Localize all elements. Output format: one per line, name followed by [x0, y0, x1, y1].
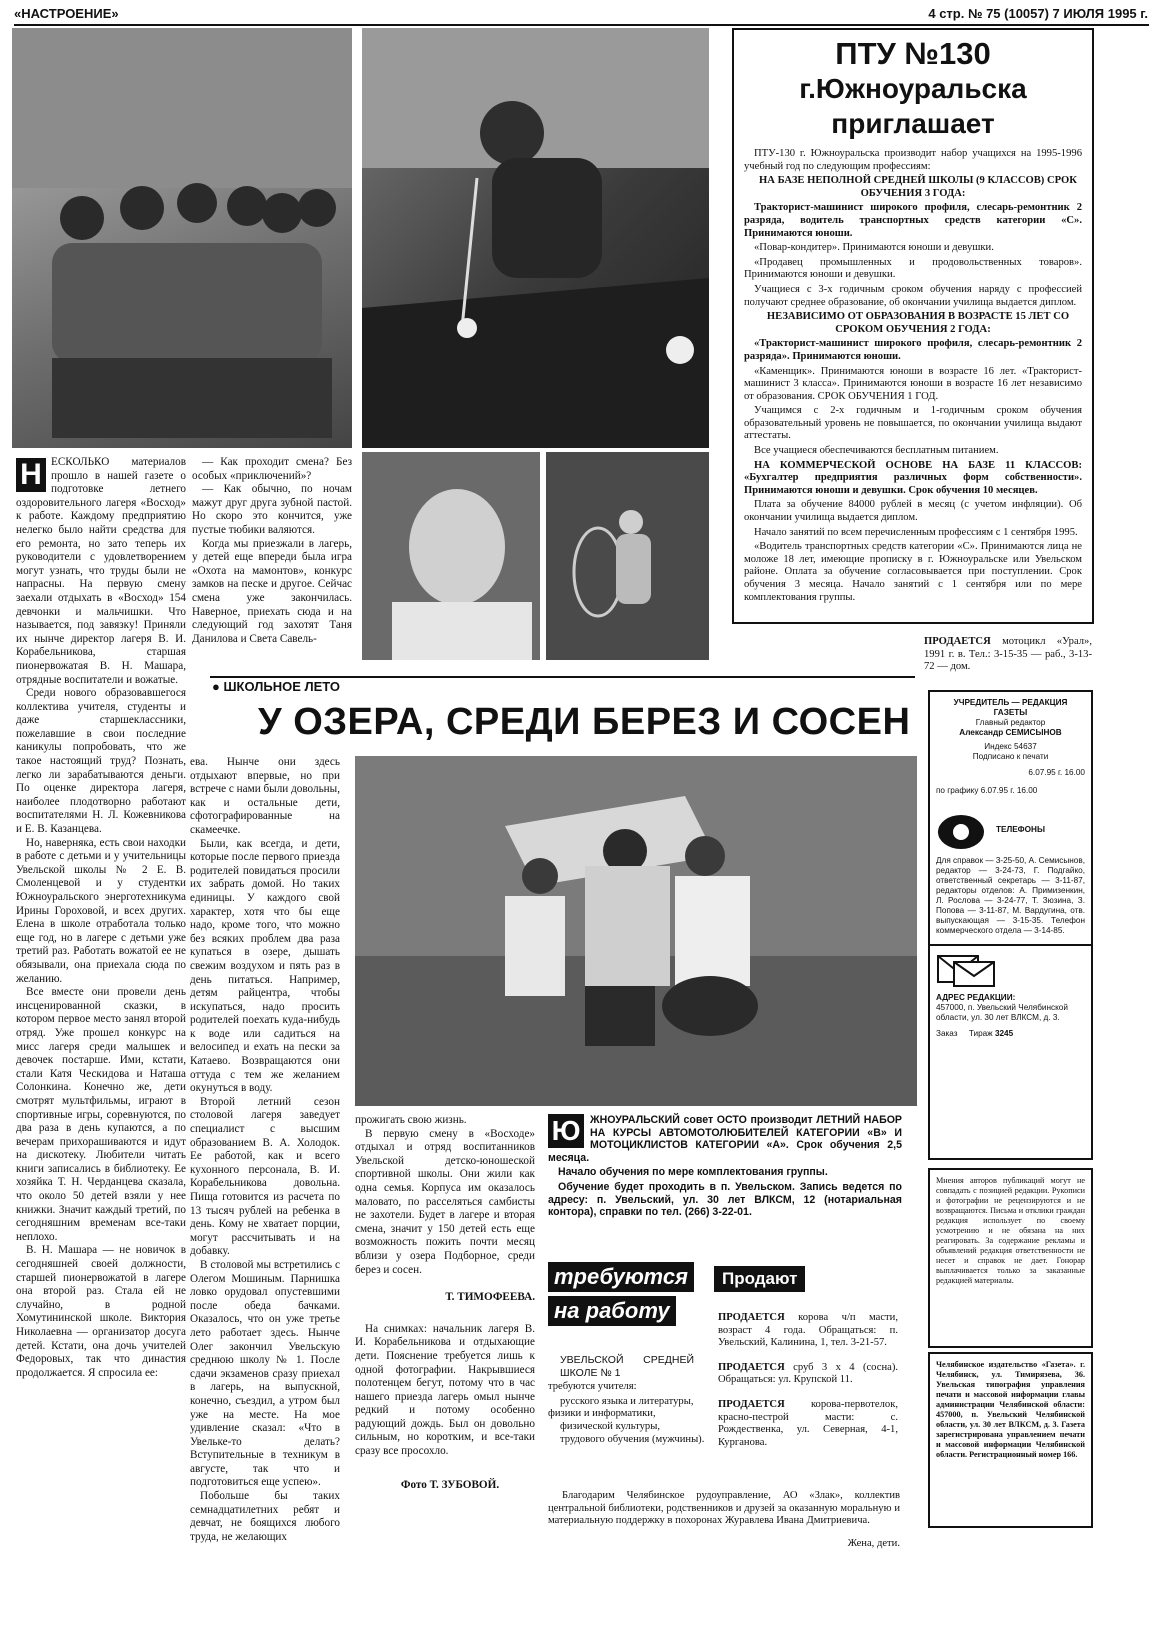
rubric: ● ШКОЛЬНОЕ ЛЕТО: [212, 679, 346, 694]
article-paragraph: Но, наверняка, есть свои находки в работе с детьми и у учительницы Увельской школы № 2 Е. В. Смоленцевой и у студентки Южноуральского энерготехникума Ирины Гороховой, и всех других. Елена в школе отработала только еще год, но в лагере с детьми уже третий раз. Работать вожатой ее не обязывали, она приехала сюда по желанию.: [16, 836, 186, 985]
telephone-icon: [936, 810, 986, 850]
sale-item-text: корова-первотелок, красно-пестрой масти: с. Рождественка, ул. Северная, 4-1, Курганова.: [718, 1398, 898, 1448]
article-paragraph: Среди нового образовавшегося коллектива учителя, студенты и даже старшеклассники, пожелавшие в свои последние каникулы попробовать, что же такое настоящий труд? Познать, легко ли зарабатываются деньги. По оценке директора лагеря, наиболее плодотворно работают воспитателями Н. Л. Кожевникова и Е. В. Казанцева.: [16, 687, 186, 836]
sale-banner: Продают: [714, 1266, 805, 1292]
job-item: русского языка и литературы,: [560, 1395, 694, 1407]
photo-credit: Фото Т. ЗУБОВОЙ.: [400, 1478, 500, 1491]
sale-ads: [718, 1312, 898, 1451]
rubric-rule: [210, 676, 915, 678]
moto-sale-text: мотоцикл «Урал», 1991 г. в. Тел.: 3-15-35 — раб., 3-13-72 — дом.: [924, 636, 1092, 673]
article-paragraph: Побольше бы таких семнадцатилетних ребят и девчат, не боящихся любого труда, не желающих: [190, 1490, 340, 1543]
ptu-invites: приглашает: [831, 108, 995, 139]
jobs-banner: [548, 1262, 698, 1326]
phones-list: Для справок — 3-25-50, А. Семисынов, редактор — 3-24-73, Г. Подгайко, ответственный секретарь — 3-11-87, редакторы отделов: А. Примизенкин, Л. Рослова — 3-24-77, Т. Зюзина, З. Попова — 3-11-87, М. Вардугина, отв. выпускающая — 3-15-35. Телефон коммерческого отдела — 3-14-85.: [936, 856, 1085, 935]
sale-item: [718, 1362, 898, 1387]
article-paragraph: — Как проходит смена? Без особых «приключений»?: [192, 456, 352, 482]
article-paragraph: В первую смену в «Восходе» отдыхал и отряд воспитанников Увельской детско-юношеской спортивной школы. Они жили как одна семья. Корпуса им оказалось маловато, по расселяться самбисты не захотели. Будет в лагере и вторая смена, значит у 150 детей есть еще возможность пожить почти месяц вблизи у озера Подборное, среди берез и сосен.: [355, 1127, 535, 1276]
teachers-needed: требуются учителя:: [548, 1381, 637, 1393]
envelope-icon: [936, 952, 996, 988]
boy-playing-billiards-photo: [362, 28, 709, 448]
by-graph: по графику: [936, 786, 979, 795]
ptu-advert: [732, 28, 1094, 624]
ptu-title: ПТУ №130: [835, 36, 991, 71]
photo-caption: На снимках: начальник лагеря В. И. Корабельникова и отдыхающие дети. Пояснение требуется лишь к одной фотографии. Накрывшиеся полотенцем бегут, потому что в час нашего приезда лагерь омыл нынче редкий и потому особенно радующий дождь. Был он довольно сильным, но коротким, и все-таки сразу все просохло.: [355, 1322, 535, 1458]
ptu-paragraph: НЕЗАВИСИМО ОТ ОБРАЗОВАНИЯ В ВОЗРАСТЕ 15 ЛЕТ СО СРОКОМ ОБУЧЕНИЯ 2 ГОДА:: [766, 311, 1070, 335]
jobs-banner-line1: требуются: [548, 1262, 694, 1292]
sale-item-label: ПРОДАЕТСЯ: [718, 1361, 785, 1373]
ptu-body: [744, 148, 1082, 604]
ptu-paragraph: «Продавец промышленных и продовольственных товаров». Принимаются юноши и девушки.: [744, 256, 1082, 281]
run-number: 3245: [994, 1029, 1014, 1038]
job-item: трудового обучения (мужчины).: [560, 1433, 705, 1445]
signed: Подписано к печати: [972, 752, 1049, 761]
article-paragraph: Второй летний сезон столовой лагеря заведует специалист с высшим образованием В. А. Холодок. Ее работой, как и всего кухонного персонала, В. И. Корабельникова довольна. Пища готовится из расчета по 13 тысяч рублей на ребенка в день. Кому не хватает порции, могут рассчитывать и на добавку.: [190, 1095, 340, 1258]
article-column-3: [190, 756, 340, 1544]
school-name: УВЕЛЬСКОЙ СРЕДНЕЙ ШКОЛЕ № 1: [560, 1354, 694, 1379]
sale-item-label: ПРОДАЕТСЯ: [718, 1312, 785, 1323]
address: 457000, п. Увельский Челябинской области, ул. 30 лет ВЛКСМ, д. 3.: [936, 1003, 1068, 1022]
group-of-girls-photo: [12, 28, 352, 448]
article-paragraph: Когда мы приезжали в лагерь, у детей еще впереди была игра «Охота на мамонтов», конкурс замков на песке и другое. Сейчас смена уже закончилась. Наверное, приехать сюда и на следующий год захотят Таня Данилова и Света Савель-: [192, 537, 352, 645]
section-title: «НАСТРОЕНИЕ»: [14, 6, 119, 21]
ptu-city: г.Южноуральска: [799, 73, 1027, 104]
article-paragraph: прожигать свою жизнь.: [355, 1114, 467, 1126]
ptu-paragraph: НА КОММЕРЧЕСКОЙ ОСНОВЕ НА БАЗЕ 11 КЛАССОВ: «Бухгалтер предприятия различных форм собственности». Принимаются юноши и девушки. Срок обучения 10 месяцев.: [744, 459, 1082, 496]
children-photo-illustration: [355, 756, 917, 1106]
rubric-text: ШКОЛЬНОЕ ЛЕТО: [223, 679, 341, 694]
article-paragraph: В. Н. Машара — не новичок в сегодняшней своей должности, старшей пионервожатой в лагере она второй раз. Стала ей не случайно, в родной Хомутининской школе. Виктория Николаевна — организатор досуга детей. Кстати, она дочь учителей Федоровых, так что династия продолжается. Я спросила ее:: [16, 1244, 186, 1379]
index: Индекс 54637: [984, 742, 1037, 751]
jobs-advert: [548, 1354, 706, 1446]
job-item: физики и информатики,: [548, 1408, 656, 1420]
man-photo-illustration: [362, 452, 540, 660]
osto-text: Начало обучения по мере комплектования группы.: [558, 1166, 828, 1179]
ptu-paragraph: ПТУ-130 г. Южноуральска производит набор учащихся на 1995-1996 учебный год по следующим профессиям:: [744, 148, 1082, 172]
disclaimer-box: [928, 1168, 1093, 1348]
thanks-text: Благодарим Челябинское рудоуправление, АО «Злак», коллектив центральной библиотеки, родственников и друзей за оказанную моральную и материальную поддержку в похоронах Журавлева Ивана Дмитриевича.: [548, 1490, 900, 1527]
ptu-paragraph: «Тракторист-машинист широкого профиля, слесарь-ремонтник 2 разряда». Принимаются юноши.: [744, 338, 1082, 362]
sign-date: 6.07.95 г. 16.00: [1028, 768, 1085, 777]
osto-dropcap: Ю: [548, 1114, 584, 1148]
sale-item: [718, 1312, 898, 1350]
children-running-with-mattress-photo: [355, 756, 917, 1106]
dropcap: Н: [16, 458, 46, 492]
billiards-photo-illustration: [362, 28, 709, 448]
article-paragraph: В столовой мы встретились с Олегом Мошиным. Парнишка ловко орудовал опустевшими после обеда бачками. Оказалось, что он уже третье лето работает здесь. Нынче Олег закончил Увельскую среднюю школу № 1. После сдачи экзаменов сразу приехал в лагерь, на выпускной, конечно, съездил, а утром был уже на месте. На мое удивление сказал: «Что в Увельке-то делать? Вступительные в техникум в августе, так что и подготовиться еще успею».: [190, 1258, 340, 1489]
ptu-paragraph: Все учащиеся обеспечиваются бесплатным питанием.: [754, 445, 999, 457]
ptu-paragraph: Учащимся с 2-х годичным и 1-годичным сроком обучения образовательный уровень не повышается, по окончании училища выдают аттестаты.: [744, 405, 1082, 442]
ptu-paragraph: Учащиеся с 3-х годичным сроком обучения наряду с профессией получают среднее образование, об окончании училища выдается диплом.: [744, 283, 1082, 308]
article-paragraph: — Как обычно, по ночам мажут друг друга зубной пастой. Но скоро это кончится, уже пустые тюбики валяются.: [192, 483, 352, 536]
hoop-photo-illustration: [546, 452, 709, 660]
man-portrait-photo: [362, 452, 540, 660]
article-column-4: [355, 1114, 535, 1492]
issue-info: 4 стр. № 75 (10057) 7 ИЮЛЯ 1995 г.: [928, 6, 1148, 21]
ptu-paragraph: Тракторист-машинист широкого профиля, слесарь-ремонтник 2 разряда, водитель транспортных средств категории «С». Принимаются юноши.: [744, 202, 1082, 239]
thanks-notice: [548, 1490, 900, 1552]
headline: У ОЗЕРА, СРЕДИ БЕРЕЗ И СОСЕН: [258, 701, 911, 743]
sale-item-text: корова ч/п масти, возраст 4 года. Обращаться: п. Увельский, Калинина, 1, тел. 3-21-57.: [718, 1312, 898, 1349]
editor-label: Главный редактор: [975, 718, 1046, 727]
ptu-paragraph: НА БАЗЕ НЕПОЛНОЙ СРЕДНЕЙ ШКОЛЫ (9 КЛАССОВ) СРОК ОБУЧЕНИЯ 3 ГОДА:: [759, 175, 1077, 199]
address-title: АДРЕС РЕДАКЦИИ:: [936, 993, 1016, 1002]
founder: УЧРЕДИТЕЛЬ — РЕДАКЦИЯ ГАЗЕТЫ: [953, 698, 1068, 717]
boy-with-hoop-photo: [546, 452, 709, 660]
publisher-box: [928, 1352, 1093, 1528]
sale-item: [718, 1399, 898, 1449]
imprint-box: [928, 690, 1093, 1160]
article-paragraph: Все вместе они провели день инсценированной сказки, в котором первое место занял второй отряд. Уже прошел конкурс на мисс лагеря среди малышек и девочек постарше. Ими, кстати, стали Катя Ческидова и Наташа Солонкина. Конечно же, дети смотрят мультфильмы, играют в спортивные игры, соревнуются, по два раза в день купаются, а по вечерам прихорашиваются и идут на дискотеку. Любители читать книги записались в библиотеку. Ее хозяйка Т. Н. Черданцева сказала, что около 50 детей взяли у нее книжки. Значит каждый третий, по сегодняшним временам все-таки неплохо.: [16, 986, 186, 1243]
run-label: Тираж: [968, 1029, 993, 1038]
osto-text: Обучение будет проходить в п. Увельском. Запись ведется по адресу: п. Увельский, ул. 30 лет ВЛКСМ, 12 (нотариальная контора), справки по тел. (266) 3-22-01.: [548, 1180, 902, 1219]
ptu-paragraph: «Каменщик». Принимаются юноши в возрасте 16 лет. «Тракторист-машинист 3 класса». Принимаются юноши в возрасте 16 лет независимо от образования. СРОК ОБУЧЕНИЯ 1 ГОД.: [744, 365, 1082, 402]
article-paragraph: Были, как всегда, и дети, которые после первого приезда родителей повидаться просили их забрать домой. Но таких единицы. У каждого свой характер, хотя что бы еще надо, кроме того, что можно без всяких проблем два раза купаться в озере, дышать свежим воздухом и пять раз в день питаться. Например, детям райцентра, чтобы искупаться, надо просить родителей поехать куда-нибудь к воде или садиться на велосипед и ехать на пески за Катаево. Возвращаются они оттуда с тем же желанием окунуться в воду.: [190, 837, 340, 1095]
sale-item-text: сруб 3 х 4 (сосна). Обращаться: ул. Крупской 11.: [718, 1361, 898, 1386]
article-author: Т. ТИМОФЕЕВА.: [445, 1291, 535, 1304]
ptu-paragraph: Начало занятий по всем перечисленным профессиям с 1 сентября 1995.: [754, 526, 1078, 538]
phones-title: ТЕЛЕФОНЫ: [996, 825, 1045, 834]
osto-text: ЖНОУРАЛЬСКИЙ совет ОСТО производит ЛЕТНИЙ НАБОР НА КУРСЫ АВТОМОТОЛЮБИТЕЛЕЙ КАТЕГОРИИ «В» И МОТОЦИКЛИСТОВ КАТЕГОРИИ «А». Срок обучения 2,5 месяца.: [548, 1114, 902, 1164]
graph-date: 6.07.95 г. 16.00: [980, 786, 1038, 795]
jobs-banner-line2: на работу: [548, 1296, 676, 1326]
moto-sale-ad: [924, 636, 1092, 676]
order-label: Заказ: [936, 1029, 958, 1038]
thanks-sign: Жена, дети.: [847, 1537, 900, 1549]
girls-photo-illustration: [12, 28, 352, 448]
job-item: физической культуры,: [560, 1420, 660, 1432]
ptu-paragraph: «Водитель транспортных средств категории «С». Принимаются лица не моложе 18 лет, имеющие прописку в г. Южноуральске или Увельском районе. Оплата за обучение согласовывается при поступлении. Срок обучения 3 месяца. Начало занятий с 1 сентября или по мере комплектования группы.: [744, 541, 1082, 603]
osto-advert: [548, 1114, 902, 1221]
disclaimer: Мнения авторов публикаций могут не совпадать с позицией редакции. Рукописи и фотографии не рецензируются и не возвращаются. Письма и отклики граждан редакция использует по своему усмотрению и не обязана на них реагировать. За содержание рекламы и объявлений редакция ответственности не несет и справок не дает. Гонорар выплачивается только за заказанные редакцией материалы.: [936, 1176, 1085, 1285]
header-rule: [14, 24, 1149, 26]
article-paragraph: ЕСКОЛЬКО материалов прошло в нашей газете о подготовке летнего оздоровительного лагеря «Восход» к работе. Каждому предприятию нелегко было найти средства для его ремонта, но зато теперь их руководители с удовлетворением могут узнать, что труды были не напрасны. На первую смену заехали отдыхать в «Восход» 154 девчонки и мальчишки. Что называется, под завязку! Приняли их нынче директор лагеря В. И. Корабельникова, старшая пионервожатая В. Н. Машара, отрядные воспитатели и вожатые.: [16, 456, 186, 686]
ptu-paragraph: «Повар-кондитер». Принимаются юноши и девушки.: [754, 242, 994, 254]
ptu-paragraph: Плата за обучение 84000 рублей в месяц (с учетом инфляции). Об окончании училища выдается диплом.: [744, 499, 1082, 524]
publisher-info: Челябинское издательство «Газета». г. Челябинск, ул. Тимирязева, 36. Увельская типография управления печати и массовой информации главы администрации Челябинской области: 457000, п. Увельский Челябинской области, ул. 30 лет ВЛКСМ, д. 3. Газета зарегистрирована управлением печати и массовой информации Челябинской области. Регистрационный номер 166.: [936, 1360, 1085, 1459]
article-column-1: [16, 456, 186, 1380]
moto-sale-label: ПРОДАЕТСЯ: [924, 636, 991, 647]
editor-name: Александр СЕМИСЫНОВ: [959, 728, 1062, 737]
sale-item-label: ПРОДАЕТСЯ: [718, 1398, 785, 1410]
article-column-2: [192, 456, 352, 646]
article-paragraph: ева. Нынче они здесь отдыхают впервые, но при встрече с нами были довольны, как и остальные дети, сфотографированные на скамеечке.: [190, 756, 340, 836]
